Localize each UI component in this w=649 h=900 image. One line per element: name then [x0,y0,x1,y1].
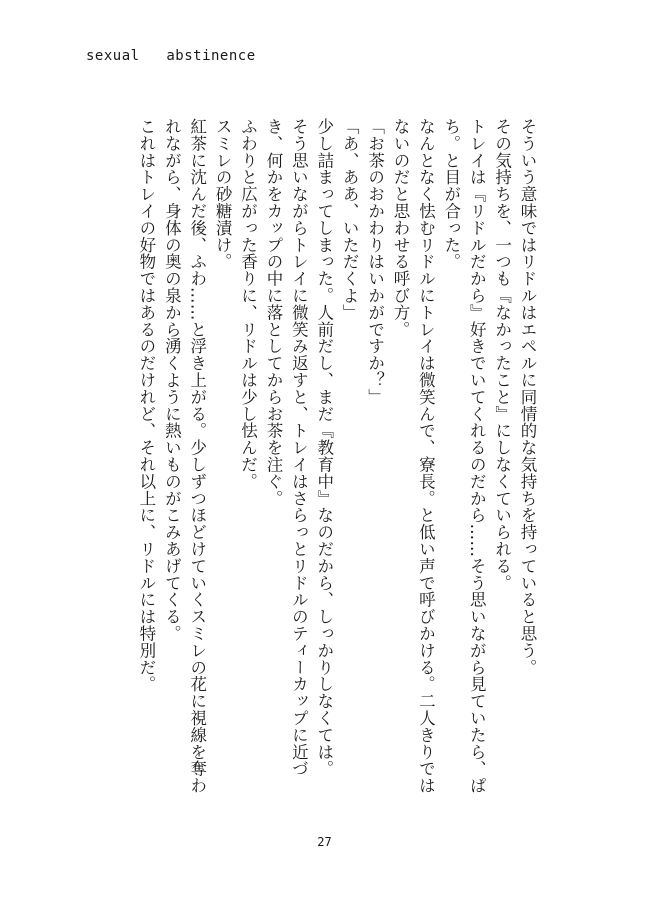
paragraph: その気持ちを、一つも『なかったこと』にしなくていられる。 [492,118,512,592]
paragraph: 少し詰まってしまった。人前だし、まだ『教育中』なのだから、しっかりしなくては。 [314,118,334,778]
paragraph: 紅茶に沈んだ後、ふわ……と浮き上がる。少しずつほどけていくスミレの花に視線を奪われながら、身体の奥の泉から湧くように熱いものがこみあげてくる。 [162,118,207,794]
paragraph: そういう意味ではリドルはエペルに同情的な気持ちを持っていると思う。 [518,118,537,676]
paragraph: トレイは『リドルだから』好きでいてくれるのだから……そう思いながら見ていたら、ぱち。と目が合った。 [441,118,487,794]
paragraph: 「お茶のおかわりはいかがですか？」 [365,118,385,406]
paragraph: なんとなく怯むリドルにトレイは微笑んで、寮長。と低い声で呼びかける。二人きりではないのだと思わせる呼び方。 [390,118,436,794]
paragraph: そう思いながらトレイに微笑み返すと、トレイはさらっとリドルのティーカップに近づき、何かをカップの中に落としてからお茶を注ぐ。 [263,118,309,778]
paragraph: 「あ、ああ、いただくよ」 [340,118,360,321]
running-header: sexual abstinence [86,48,256,64]
paragraph: スミレの砂糖漬け。 [213,118,233,271]
page-number: 27 [317,835,332,849]
paragraph: ふわりと広がった香りに、リドルは少し怯んだ。 [238,118,258,490]
body-text [100,118,540,808]
paragraph: これはトレイの好物ではあるのだけれど、それ以上に、リドルには特別だ。 [136,118,156,693]
